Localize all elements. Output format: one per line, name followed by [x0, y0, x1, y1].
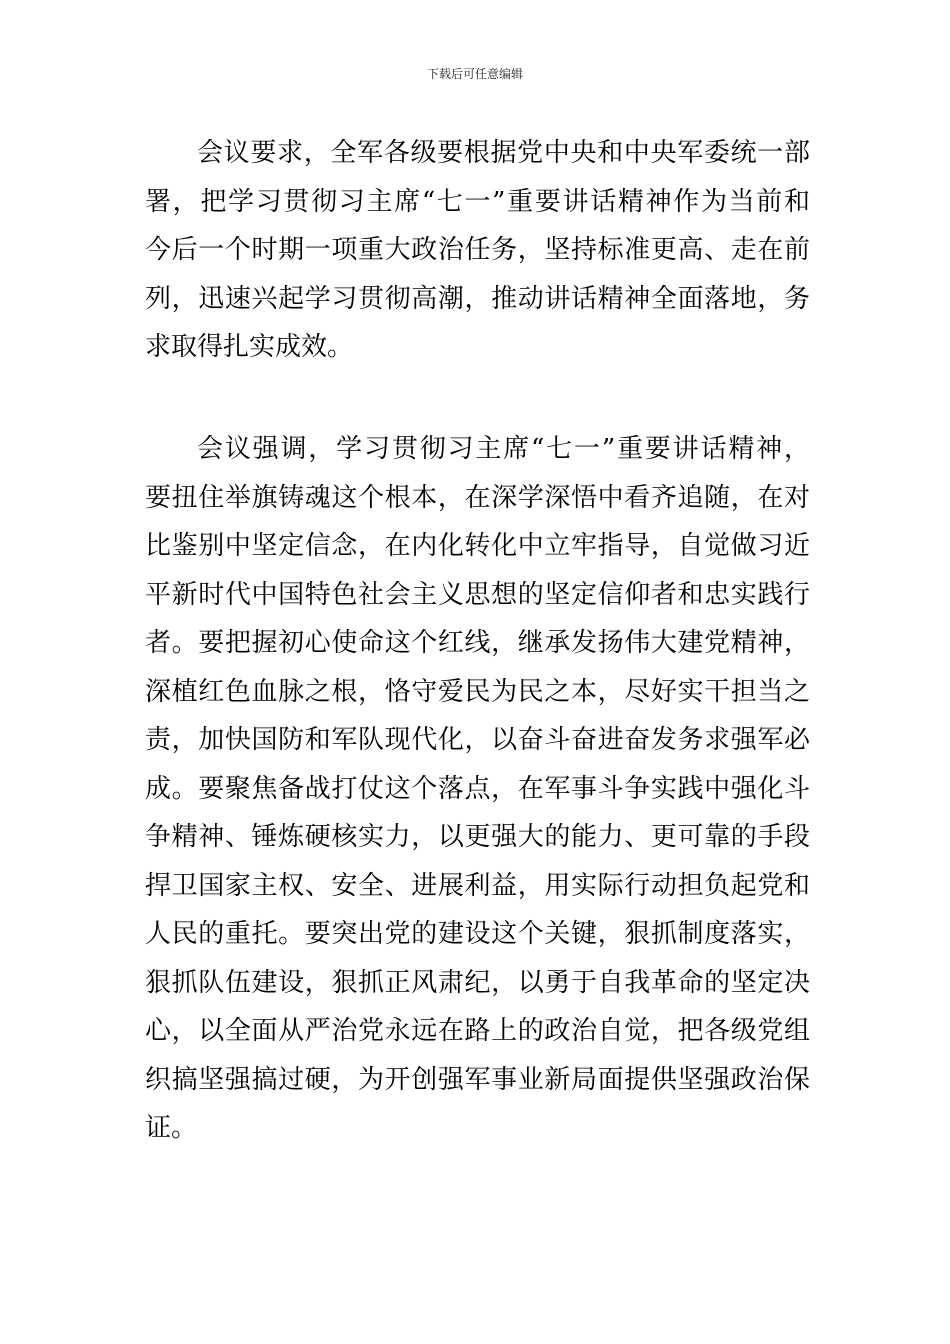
text-line: 人民的重托。要突出党的建设这个关键，狠抓制度落实，	[145, 919, 810, 949]
paragraph-requirements	[145, 129, 810, 372]
text-line: 今后一个时期一项重大政治任务，坚持标准更高、走在前	[145, 235, 810, 265]
text-line: 平新时代中国特色社会主义思想的坚定信仰者和忠实践行	[145, 579, 810, 610]
paragraph-emphasis	[145, 425, 810, 1153]
text-line: 要扭住举旗铸魂这个根本，在深学深悟中看齐追随，在对	[145, 482, 810, 513]
text-line: 会议要求，全军各级要根据党中央和中央军委统一部	[197, 138, 810, 168]
text-line: 求取得扎实成效。	[145, 332, 354, 362]
text-line: 织搞坚强搞过硬，为开创强军事业新局面提供坚强政治保	[145, 1064, 810, 1095]
text-line: 者。要把握初心使命这个红线，继承发扬伟大建党精神，	[145, 628, 810, 658]
header-note: 下载后可任意编辑	[426, 67, 523, 81]
text-line: 捍卫国家主权、安全、进展利益，用实际行动担负起党和	[145, 870, 810, 901]
text-line: 责，加快国防和军队现代化，以奋斗奋进奋发务求强军必	[145, 725, 810, 755]
text-line: 比鉴别中坚定信念，在内化转化中立牢指导，自觉做习近	[145, 531, 810, 561]
text-line: 狠抓队伍建设，狠抓正风肃纪，以勇于自我革命的坚定决	[145, 967, 810, 998]
text-line: 证。	[145, 1113, 198, 1143]
text-line: 列，迅速兴起学习贯彻高潮，推动讲话精神全面落地，务	[145, 283, 810, 314]
text-line: 深植红色血脉之根，恪守爱民为民之本，尽好实干担当之	[145, 676, 810, 707]
text-line: 成。要聚焦备战打仗这个落点，在军事斗争实践中强化斗	[145, 773, 810, 804]
text-line: 争精神、锤炼硬核实力，以更强大的能力、更可靠的手段	[145, 822, 810, 852]
text-line: 会议强调，学习贯彻习主席“七一”重要讲话精神，	[197, 434, 810, 464]
text-line: 署，把学习贯彻习主席“七一”重要讲话精神作为当前和	[145, 186, 810, 217]
text-line: 心，以全面从严治党永远在路上的政治自觉，把各级党组	[145, 1016, 810, 1046]
